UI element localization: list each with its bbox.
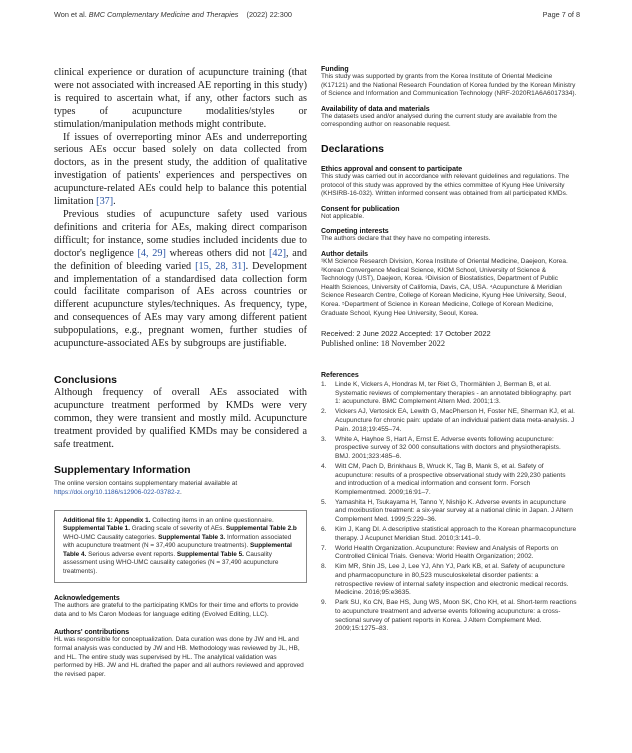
reference-number: 8. <box>321 563 327 571</box>
paragraph: Previous studies of acupuncture safety used various definitions and criteria for AEs, making direct comparison difficult; for instance, some studies included incidents due to doctor's negligence [4, 29] whereas others did not [42], and the definition of bleeding varied [15, 28, 31]. Development and implementation of a standardised data collection form could facilitate comparison of AEs across countries or different acupuncture styles/techniques. As frequency, type, and consequences of AEs may vary among different patient subpopulations, e.g., pregnant women, further studies of acupuncture-associated AEs by subgroups are justifiable. <box>54 208 308 350</box>
funding-heading: Funding <box>321 66 349 73</box>
header-journal: BMC Complementary Medicine and Therapies <box>88 10 239 19</box>
reference-text: White A, Hayhoe S, Hart A, Ernst E. Adverse events following acupuncture: prospective survey of 32 000 consultations with doctors and physiotherapists. BMJ. 2001;323:485–6. <box>335 435 561 460</box>
reference-text: Yamashita H, Tsukayama H, Tanno Y, Nishijo K. Adverse events in acupuncture and moxibustion treatment: a six-year survey at a national clinic in Japan. J Altern Complement Med. 1999;5:229–36. <box>335 498 573 523</box>
reference-item <box>321 499 577 525</box>
references-list <box>321 381 577 634</box>
reference-number: 6. <box>321 526 327 534</box>
consent-publication-heading: Consent for publication <box>321 205 400 213</box>
ethics-heading: Ethics approval and consent to participate <box>321 165 463 173</box>
acknowledgements-heading: Acknowledgements <box>54 595 120 603</box>
left-column <box>54 67 307 679</box>
reference-text: Park SU, Ko CN, Bae HS, Jung WS, Moon SK, Cho KH, et al. Short-term reactions to acupuncture treatment and adverse events following acupuncture: a cross-sectional survey of patient reports in Korea. J Altern Complement Med. 2009;15:1275–83. <box>335 599 577 633</box>
header-year-issue: (2022) 22:300 <box>246 10 292 19</box>
competing-interests-text: The authors declare that they have no competing interests. <box>321 235 491 243</box>
supplementary-heading: Supplementary Information <box>54 464 191 477</box>
acknowledgements-text: The authors are grateful to the participating KMDs for their time and efforts to provide data and to Ms Caron Modeas for language editing (Evolved Editing, LLC). <box>54 602 299 618</box>
reference-text: Kim J, Kang DI. A descriptive statistical approach to the Korean pharmacopuncture therapy. J Acupunct Meridian Stud. 2010;3:141–9. <box>335 526 577 542</box>
citation-link[interactable]: [37] <box>96 196 114 208</box>
reference-text: Kim MR, Shin JS, Lee J, Lee YJ, Ahn YJ, Park KB, et al. Safety of acupuncture and pharmacopuncture in 80,523 musculoskeletal disorder patients: a retrospective review of internal safety inspection and electronic medical records. Medicine. 2016;95:e3635. <box>335 563 569 597</box>
published-date: Published online: 18 November 2022 <box>321 339 445 349</box>
supplementary-text: The online version contains supplementary material available at https://doi.org/10.1186/s12906-022-03782-z. <box>54 480 238 497</box>
right-column <box>321 66 577 635</box>
additional-file-box: Additional file 1: Appendix 1. Collecting items in an online questionnaire. Supplemental Table 1. Grading scale of severity of AEs. Supplemental Table 2.b WHO-UMC Causality categories. Supplemental Table 3. Information associated with acupuncture treatment (N = 37,490 acupuncture treatments). Supplemental Table 4. Serious adverse event reports. Supplemental Table 5. Causality assessment using WHO-UMC causality categories (N = 37,490 acupuncture treatments). <box>54 510 307 584</box>
reference-number: 3. <box>321 435 327 443</box>
citation-link[interactable]: [15, 28, 31] <box>195 260 246 272</box>
reference-item <box>321 563 577 597</box>
publication-dates <box>321 329 577 349</box>
conclusions-text: Although frequency of overall AEs associated with acupuncture treatment performed by KMDs were very common, they were transient and mostly mild. Acupuncture treatment provided by qualified KMDs may be considered a safe treatment. <box>54 386 307 450</box>
reference-item <box>321 463 577 497</box>
citation-link[interactable]: [4, 29] <box>137 247 166 259</box>
reference-item <box>321 599 577 633</box>
reference-number: 7. <box>321 544 327 552</box>
availability-heading: Availability of data and materials <box>321 105 430 113</box>
reference-number: 1. <box>321 381 327 389</box>
reference-number: 9. <box>321 599 327 607</box>
paragraph: clinical experience or duration of acupuncture training (that were not associated with increased AE reporting in this study) is required to ascertain what, if any, other factors such as types of acupuncture modalities/styles or stimulation/manipulation methods might contribute. <box>54 67 307 130</box>
received-accepted-dates: Received: 2 June 2022 Accepted: 17 October 2022 <box>321 329 491 339</box>
reference-item <box>321 526 577 543</box>
citation-link[interactable]: [42] <box>269 247 286 259</box>
contributions-text: HL was responsible for conceptualization. Data curation was done by JW and HL and formal analysis was conducted by JW and HB. Methodology was reviewed by JL, HB, and HL. The entire study was supervised by HL. The analytical validation was performed by HB. JW and HL drafted the paper and all authors reviewed and approved the revised paper. <box>54 636 304 678</box>
supplementary-doi-link[interactable]: https://doi.org/10.1186/s12906-022-03782-z <box>54 489 180 497</box>
running-header <box>54 10 580 24</box>
reference-text: Witt CM, Pach D, Brinkhaus B, Wruck K, Tag B, Mank S, et al. Safety of acupuncture: results of a prospective observational study with 229,230 patients and introduction of a medical information and consent form. Forsch Komplementmed. 2009;16:91–7. <box>335 462 566 496</box>
reference-number: 2. <box>321 408 327 416</box>
reference-item <box>321 381 577 407</box>
consent-publication-text: Not applicable. <box>321 212 364 220</box>
reference-text: Linde K, Vickers A, Hondras M, ter Riet G, Thormählen J, Berman B, et al. Systematic reviews of complementary therapies - an annotated bibliography. part 1: acupuncture. BMC Complement Altern Med. 2001;1:3. <box>335 381 571 406</box>
contributions-heading: Authors' contributions <box>54 629 130 637</box>
author-details-heading: Author details <box>321 250 369 258</box>
discussion-text <box>54 67 307 351</box>
paragraph: If issues of overreporting minor AEs and underreporting serious AEs occur based solely on data collected from doctors, as in the present study, the addition of qualitative investigation of patients' experiences and perspectives on acupuncture-related AEs could help to balance this potential limitation [37]. <box>54 131 307 208</box>
declarations-heading: Declarations <box>321 142 385 155</box>
header-authors: Won et al. <box>54 10 87 19</box>
reference-text: World Health Organization. Acupuncture: Review and Analysis of Reports on Controlled Clinical Trials. Geneva: World Health Organization; 2002. <box>335 544 559 561</box>
additional-file-link[interactable]: Additional file 1: Appendix 1. <box>63 516 151 524</box>
reference-number: 4. <box>321 462 327 470</box>
funding-text: This study was supported by grants from the Korea Institute of Oriental Medicine (K17121) and the National Research Foundation of Korea funded by the Korean Ministry of Science and Information and Communication Technology (NRF-2020R1A6A6017334). <box>321 73 577 98</box>
availability-text: The datasets used and/or analysed during the current study are available from the corresponding author on reasonable request. <box>321 112 557 129</box>
reference-item <box>321 545 577 562</box>
author-details-text: ¹KM Science Research Division, Korea Institute of Oriental Medicine, Daejeon, Korea. ²Korean Convergence Medical Science, KIOM School, University of Science & Technology (UST), Daejeon, Korea. ³Division of Biostatistics, Department of Public Health Sciences, University of California, Davis, CA, USA. ⁴Acupuncture & Meridian Science Research Centre, College of Korean Medicine, Kyung Hee University, Seoul, Korea. ⁵Department of Science in Korean Medicine, College of Korean Medicine, Graduate School, Kyung Hee University, Seoul, Korea. <box>321 257 568 317</box>
ethics-text: This study was carried out in accordance with relevant guidelines and regulations. The protocol of this study was approved by the ethics committee of Kyung Hee University (KHSIRB-16-032). Written informed consent was obtained from all participated KMDs. <box>321 172 570 198</box>
reference-number: 5. <box>321 498 327 506</box>
references-heading: References <box>321 372 359 380</box>
competing-interests-heading: Competing interests <box>321 228 389 236</box>
reference-text: Vickers AJ, Vertosick EA, Lewith G, MacPherson H, Foster NE, Sherman KJ, et al. Acupuncture for chronic pain: update of an individual patient data meta-analysis. J Pain. 2018;19:455–74. <box>335 408 575 433</box>
reference-item <box>321 408 577 434</box>
header-page-number: Page 7 of 8 <box>542 10 580 19</box>
conclusions-heading: Conclusions <box>54 373 118 386</box>
reference-item <box>321 436 577 462</box>
